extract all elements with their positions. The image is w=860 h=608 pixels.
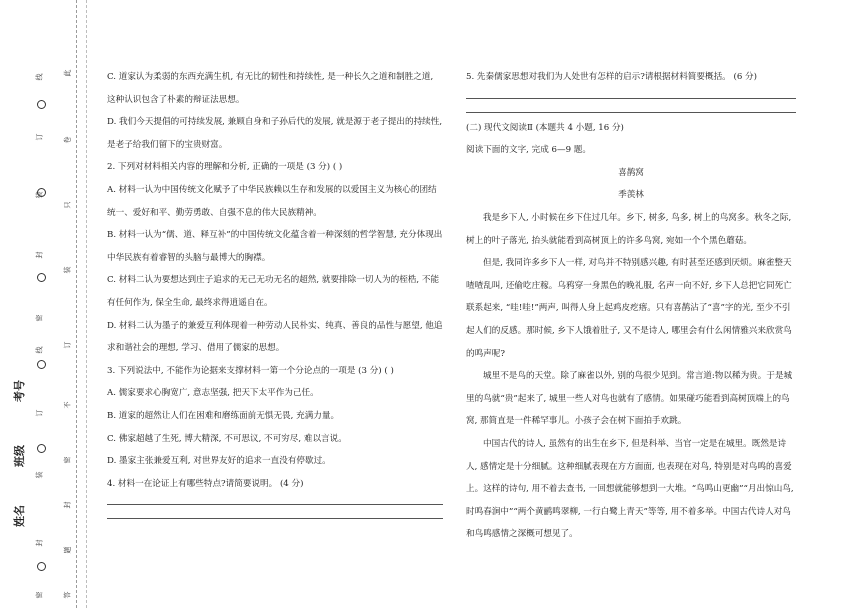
section-title: (二) 现代文阅读Ⅱ (本题共 4 小题, 16 分) [466, 122, 624, 133]
option-d-q2: D. 材料二认为墨子的兼爱互利体现着一种劳动人民朴实、纯真、善良的品性与愿望, 他追求和谐社会的理想, 学习、借用了儒家的思想。 [107, 320, 443, 354]
option-a-q2: A. 材料一认为中国传统文化赋予了中华民族赖以生存和发展的以爱国主义为核心的团结统一、爱好和平、勤劳勇敢、自强不息的伟大民族精神。 [107, 184, 437, 218]
binding-hole [37, 444, 46, 453]
binding-char: 密 [63, 456, 72, 464]
binding-char: 订 [35, 409, 44, 417]
binding-char: 卷 [63, 136, 72, 144]
question-2: 2. 下列对材料相关内容的理解和分析, 正确的一项是 (3 分) ( ) [107, 162, 343, 173]
option-c-q3: C. 佛家超越了生死, 博大精深, 不可思议, 不可穷尽, 难以言说。 [107, 433, 347, 444]
binding-char: 线 [35, 73, 44, 81]
option-d-q1: D. 我们今天提倡的可持续发展, 兼顾自身和子孙后代的发展, 就是源于老子提出的持续性, 是老子给我们留下的宝贵财富。 [107, 117, 443, 150]
option-a-q3: A. 儒家要求心胸宽广, 意志坚强, 把天下太平作为己任。 [107, 388, 319, 399]
answer-line[interactable] [466, 89, 796, 99]
name-label: 姓名 [13, 505, 26, 527]
binding-char: 装 [35, 471, 44, 479]
option-d-q3: D. 墨家主张兼爱互利, 对世界友好的追求一直没有停歇过。 [107, 456, 331, 467]
binding-char: 封 [35, 251, 44, 259]
paragraph: 我是乡下人, 小时候在乡下住过几年。乡下, 树多, 鸟多, 树上的鸟窝多。秋冬之际, 树上的叶子落光, 抬头就能看到高树顶上的许多鸟窝, 宛如一个个黑色蘑菇。 [466, 212, 792, 246]
binding-hole [37, 360, 46, 369]
binding-hole [37, 562, 46, 571]
question-5: 5. 先秦儒家思想对我们为人处世有怎样的启示?请根据材料简要概括。 (6 分) [466, 72, 757, 82]
article-title: 喜鹊窝 [618, 167, 644, 178]
answer-line[interactable] [107, 495, 443, 505]
binding-char: 装 [63, 266, 72, 274]
right-column [466, 66, 796, 546]
binding-line-inner [86, 0, 87, 608]
binding-margin [0, 0, 86, 608]
binding-char: 答 [63, 591, 72, 599]
option-c-q2: C. 材料二认为要想达到庄子追求的无己无功无名的超然, 就要排除一切人为的桎梏, 不能有任何作为, 保全生命, 最终求得逍遥自在。 [107, 275, 440, 308]
binding-hole [37, 273, 46, 282]
answer-line[interactable] [466, 103, 796, 113]
binding-char: 封 [35, 539, 44, 547]
option-c-q1: C. 道家认为柔弱的东西充满生机, 有无比的韧性和持续性, 是一种长久之道和制胜之道, 这种认识包含了朴素的辩证法思想。 [107, 72, 434, 105]
binding-char: 订 [63, 341, 72, 349]
left-column [107, 66, 443, 523]
binding-char: 密 [35, 591, 44, 599]
option-b-q2: B. 材料一认为“儒、道、释互补”的中国传统文化蕴含着一种深刻的哲学智慧, 充分体现出中华民族有着睿智的头脑与最博大的胸襟。 [107, 230, 443, 263]
binding-char: 密 [35, 314, 44, 322]
binding-line-outer [76, 0, 77, 608]
instruction: 阅读下面的文字, 完成 6—9 题。 [466, 145, 591, 156]
answer-line[interactable] [107, 509, 443, 519]
exam-number-label: 考号 [13, 380, 26, 402]
binding-char: 题 [63, 546, 72, 554]
binding-char: 不 [63, 401, 72, 409]
binding-hole [37, 100, 46, 109]
binding-char: 只 [63, 201, 72, 209]
class-label: 班级 [13, 445, 26, 467]
author: 季羡林 [618, 190, 644, 201]
paragraph: 城里不是鸟的天堂。除了麻雀以外, 别的鸟很少见到。常言道:物以稀为贵。于是城里的鸟就“贵”起来了, 城里一些人对鸟也就有了感情。如果碰巧能看到高树顶端上的鸟窝, 那简直是一件稀罕事儿。小孩子会在树下面拍手欢跳。 [466, 371, 793, 427]
option-b-q3: B. 道家的超然让人们在困难和磨练面前无惧无畏, 充满力量。 [107, 410, 340, 421]
question-3: 3. 下列说法中, 不能作为论据来支撑材料一第一个分论点的一项是 (3 分) ( ) [107, 365, 394, 376]
binding-char: 封 [63, 501, 72, 509]
paragraph: 但是, 我同许多乡下人一样, 对鸟并不特别感兴趣, 有时甚至还感到厌烦。麻雀整天喳喳乱叫, 还偷吃庄稼。乌鸦穿一身黑色的晚礼服, 名声一向不好, 乡下人总把它同死亡联系起来, “哇!哇!”两声, 叫得人身上起鸡皮疙瘩。只有喜鹊沾了“喜”字的光, 至少不引起人们的反感。那时候, 乡下人饿着肚子, 又不是诗人, 哪里会有什么闲情雅兴来欣赏鸟的鸣声呢? [466, 258, 792, 359]
binding-char: 装 [35, 191, 44, 199]
paragraph: 中国古代的诗人, 虽然有的出生在乡下, 但是科举、当官一定是在城里。既然是诗人, 感情定是十分细腻。这种细腻表现在方方面面, 也表现在对鸟, 特别是对鸟鸣的喜爱上。这样的诗句, 用不着去查书, 一回想就能够想到一大堆。“鸟鸣山更幽”“月出惊山鸟, 时鸣春涧中”“两个黄鹂鸣翠柳, 一行白鹭上青天”等等, 用不着多举。中国古代诗人对鸟和鸟鸣感情之深概可想见了。 [466, 438, 794, 540]
binding-char: 线 [35, 346, 44, 354]
binding-char: 订 [35, 133, 44, 141]
binding-char: 此 [63, 69, 72, 77]
question-4: 4. 材料一在论证上有哪些特点?请简要说明。 (4 分) [107, 478, 304, 489]
